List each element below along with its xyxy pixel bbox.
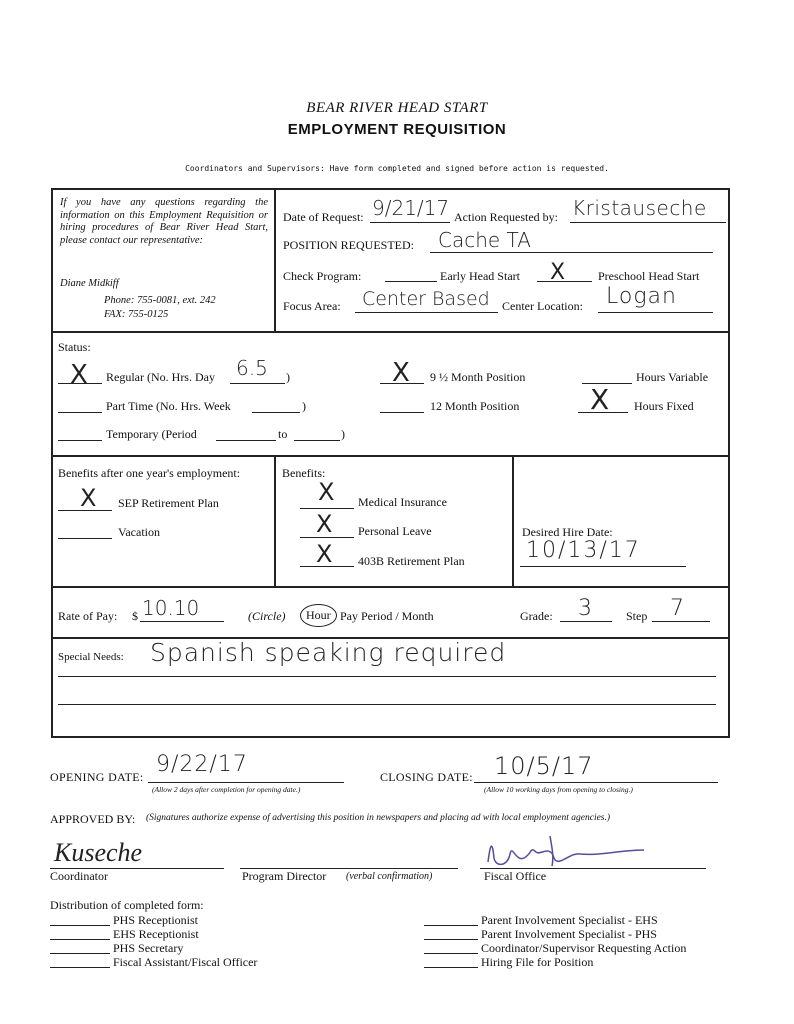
pay-period-label: Pay Period / Month	[340, 609, 434, 623]
divider	[51, 586, 730, 588]
date-request-label: Date of Request:	[283, 210, 364, 224]
hours-fixed-mark[interactable]: X	[590, 383, 610, 416]
step-label: Step	[626, 609, 648, 623]
vacation-label: Vacation	[118, 525, 160, 539]
center-location-line	[598, 312, 713, 313]
action-requested-label: Action Requested by:	[454, 210, 558, 224]
approval-note: (Signatures authorize expense of advertising this position in newspapers and placing ad with local employment agencies.)	[146, 813, 611, 823]
period-to-line	[294, 440, 340, 441]
focus-area-label: Focus Area:	[283, 299, 341, 313]
dist-left-item: Fiscal Assistant/Fiscal Officer	[113, 955, 258, 969]
nine-month-mark[interactable]: X	[392, 358, 410, 388]
dist-line	[50, 953, 110, 954]
hire-date-value[interactable]: 10/13/17	[526, 538, 641, 563]
phs-label: Preschool Head Start	[598, 269, 700, 283]
regular-hours-value[interactable]: 6.5	[236, 356, 268, 380]
regular-label: Regular (No. Hrs. Day	[106, 370, 215, 384]
divider	[51, 331, 730, 333]
action-requested-value[interactable]: Kristauseche	[572, 196, 707, 220]
divider	[274, 455, 276, 586]
center-location-value[interactable]: Logan	[606, 284, 677, 309]
form-title: EMPLOYMENT REQUISITION	[287, 121, 507, 138]
dist-line	[50, 967, 110, 968]
hours-fixed-label: Hours Fixed	[634, 399, 694, 413]
hour-option-circled[interactable]: Hour	[300, 604, 337, 627]
opening-date-label: OPENING DATE:	[50, 770, 144, 784]
dist-line	[50, 939, 110, 940]
dist-right-item: Hiring File for Position	[481, 955, 594, 969]
grade-label: Grade:	[520, 609, 553, 623]
sep-label: SEP Retirement Plan	[118, 496, 219, 510]
action-requested-line	[570, 222, 726, 223]
phs-check-mark[interactable]: X	[550, 260, 566, 285]
distribution-label: Distribution of completed form:	[50, 898, 204, 912]
sep-mark[interactable]: X	[80, 484, 97, 512]
leave-mark[interactable]: X	[316, 510, 333, 538]
fiscal-signature	[480, 828, 650, 872]
temporary-label: Temporary (Period	[106, 427, 197, 441]
date-request-line	[370, 222, 450, 223]
opening-date-line	[148, 782, 344, 783]
divider	[51, 455, 730, 457]
part-time-label: Part Time (No. Hrs. Week	[106, 399, 231, 413]
dist-right-item: Parent Involvement Specialist - EHS	[481, 913, 658, 927]
ehs-line	[385, 281, 437, 282]
retire-mark[interactable]: X	[316, 540, 333, 568]
special-needs-line-2	[58, 704, 716, 705]
dist-line	[424, 967, 478, 968]
approved-by-label: APPROVED BY:	[50, 812, 136, 826]
opening-date-note: (Allow 2 days after completion for opening date.)	[152, 785, 301, 794]
coordinator-label: Coordinator	[50, 869, 108, 883]
dist-left-item: PHS Receptionist	[113, 913, 199, 927]
leave-label: Personal Leave	[358, 524, 432, 538]
regular-mark[interactable]: X	[70, 360, 88, 390]
closing-date-value[interactable]: 10/5/17	[494, 752, 594, 780]
closing-date-note: (Allow 10 working days from opening to closing.)	[484, 785, 633, 794]
fiscal-label: Fiscal Office	[484, 869, 547, 883]
rate-label: Rate of Pay:	[58, 609, 118, 623]
ehs-label: Early Head Start	[440, 269, 520, 283]
part-time-hours-line	[252, 412, 300, 413]
part-time-line	[58, 412, 102, 413]
temporary-line	[58, 440, 102, 441]
step-line	[652, 621, 710, 622]
center-location-label: Center Location:	[502, 299, 583, 313]
rate-value[interactable]: 10.10	[142, 596, 200, 620]
benefits-after-label: Benefits after one year's employment:	[58, 466, 241, 480]
dist-left-item: EHS Receptionist	[113, 927, 199, 941]
medical-label: Medical Insurance	[358, 495, 447, 509]
hours-variable-label: Hours Variable	[636, 370, 709, 384]
hire-date-line	[520, 566, 686, 567]
position-value[interactable]: Cache TA	[438, 228, 531, 252]
benefits-label: Benefits:	[282, 466, 326, 480]
paren-close: )	[286, 370, 290, 384]
contact-note: If you have any questions regarding the information on this Employment Requisition or hiring procedures of Bear River Head Start, please contact our representative:	[60, 197, 268, 246]
to-label: to	[278, 427, 288, 441]
hire-date-label: Desired Hire Date:	[522, 525, 613, 539]
position-line	[430, 252, 713, 253]
director-note: (verbal confirmation)	[346, 871, 433, 882]
contact-fax: FAX: 755-0125	[104, 309, 169, 320]
circle-label: (Circle)	[248, 609, 286, 623]
divider	[512, 455, 514, 586]
check-program-label: Check Program:	[283, 269, 362, 283]
twelve-month-label: 12 Month Position	[430, 399, 520, 413]
paren-close: )	[302, 399, 306, 413]
director-label: Program Director	[242, 869, 327, 883]
contact-name: Diane Midkiff	[60, 278, 119, 289]
medical-mark[interactable]: X	[318, 478, 335, 506]
closing-date-label: CLOSING DATE:	[380, 770, 473, 784]
coordinator-signature: Kuseche	[54, 838, 143, 867]
dist-left-item: PHS Secretary	[113, 941, 184, 955]
medical-line	[300, 508, 354, 509]
special-needs-line-1	[58, 676, 716, 677]
rate-prefix: $	[132, 609, 138, 623]
focus-area-value[interactable]: Center Based	[362, 288, 490, 310]
retire-label: 403B Retirement Plan	[358, 554, 465, 568]
closing-date-line	[474, 782, 718, 783]
rate-line	[140, 621, 224, 622]
vacation-line	[58, 538, 112, 539]
dist-right-item: Coordinator/Supervisor Requesting Action	[481, 941, 687, 955]
special-needs-value[interactable]: Spanish speaking required	[150, 638, 507, 667]
status-label: Status:	[58, 340, 91, 354]
divider	[274, 188, 276, 331]
grade-value[interactable]: 3	[578, 596, 592, 621]
org-name: BEAR RIVER HEAD START	[306, 100, 488, 116]
step-value[interactable]: 7	[670, 596, 684, 621]
dist-line	[424, 939, 478, 940]
twelve-month-line	[380, 412, 424, 413]
position-label: POSITION REQUESTED:	[283, 238, 414, 252]
paren-close: )	[341, 427, 345, 441]
opening-date-value[interactable]: 9/22/17	[156, 752, 248, 777]
contact-phone: Phone: 755-0081, ext. 242	[104, 295, 216, 306]
date-request-value[interactable]: 9/21/17	[372, 196, 450, 220]
dist-line	[424, 925, 478, 926]
special-needs-label: Special Needs:	[58, 651, 124, 663]
form-instruction: Coordinators and Supervisors: Have form completed and signed before action is requested.	[185, 164, 609, 173]
regular-hours-line	[230, 383, 285, 384]
dist-line	[50, 925, 110, 926]
period-from-line	[216, 440, 276, 441]
grade-line	[560, 621, 612, 622]
focus-area-line	[355, 312, 498, 313]
dist-right-item: Parent Involvement Specialist - PHS	[481, 927, 657, 941]
nine-month-label: 9 ½ Month Position	[430, 370, 526, 384]
dist-line	[424, 953, 478, 954]
